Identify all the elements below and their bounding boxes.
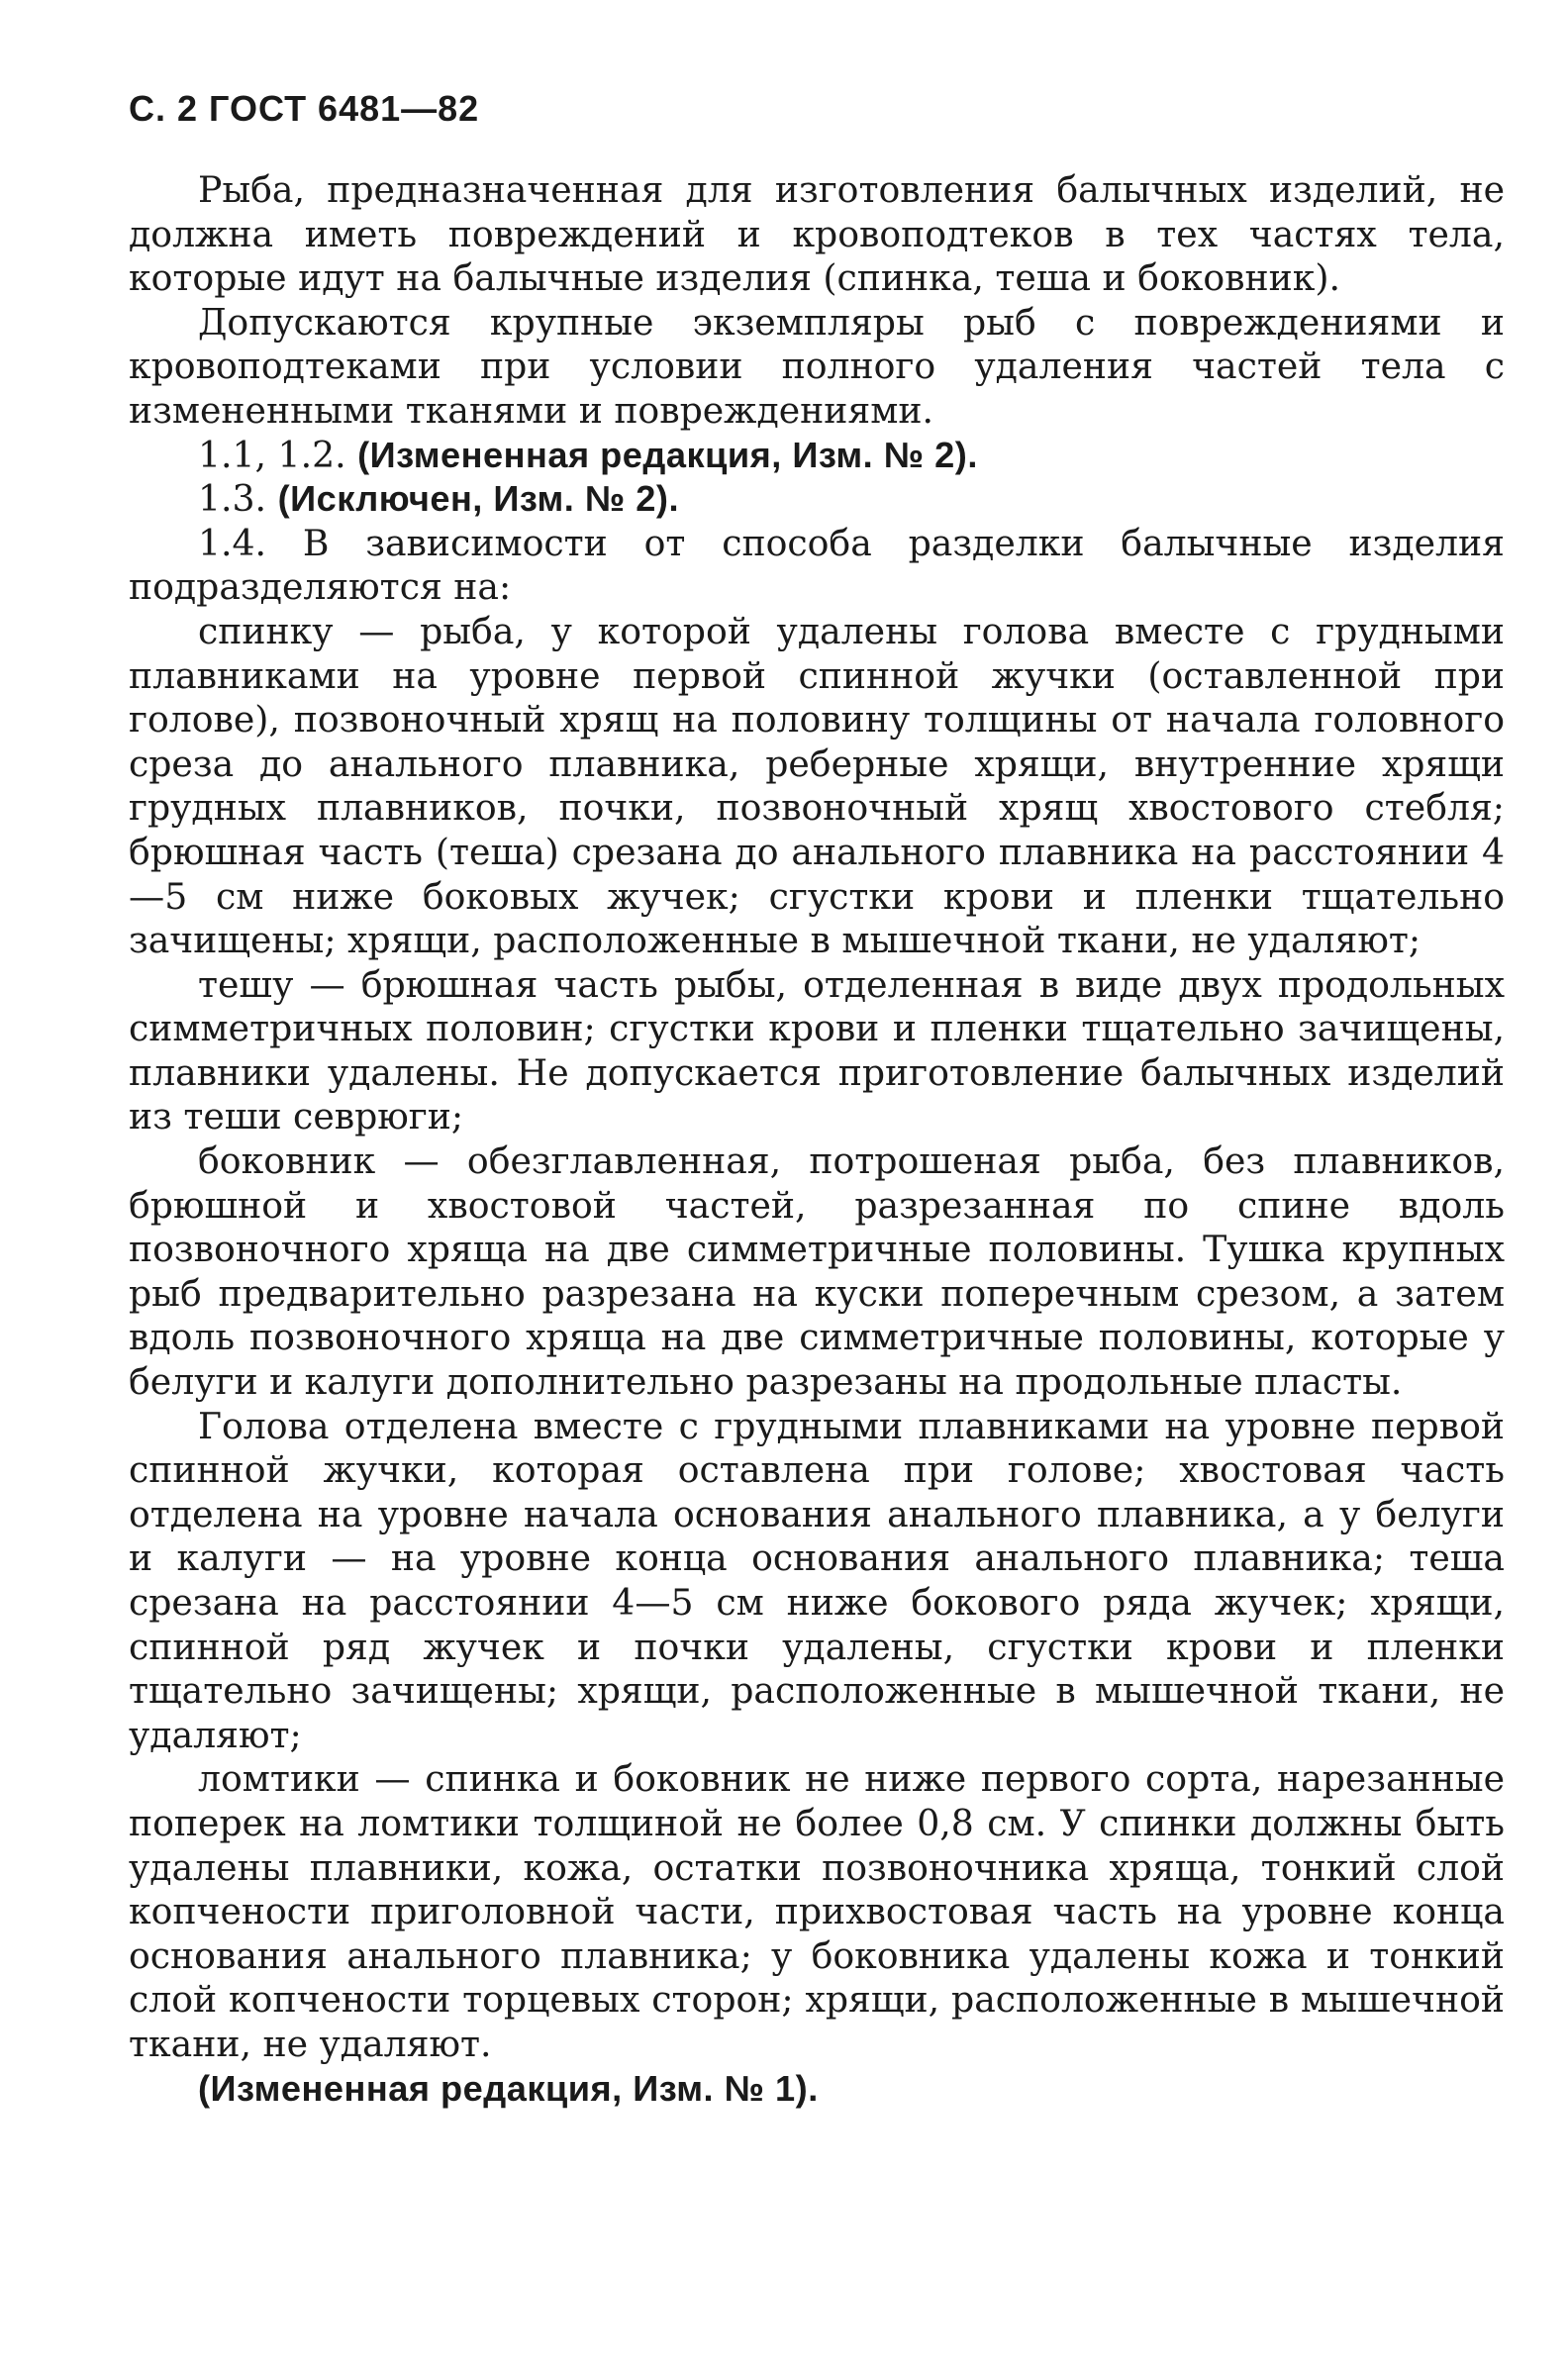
paragraph-amendment-1 [129, 2067, 1505, 2112]
amendment-note: (Измененная редакция, Изм. № 2). [357, 434, 978, 475]
paragraph-large-specimens: Допускаются крупные экземпляры рыб с повреждениями и кровоподтеками при условии полного удаления частей тела с измененными тканями и повреждениями. [129, 300, 1505, 432]
page-header-label: С. 2 ГОСТ 6481—82 [129, 88, 480, 129]
paragraph-head-removal: Голова отделена вместе с грудными плавниками на уровне первой спинной жучки, которая оставлена при голове; хвостовая часть отделена на уровне начала основания анального плавника, а у белуги и калуги — на уровне конца основания анального плавника; теша срезана на расстоянии 4—5 см ниже бокового ряда жучек; хрящи, спинной ряд жучек и почки удалены, сгустки крови и пленки тщательно зачищены; хрящи, расположенные в мышечной ткани, не удаляют; [129, 1404, 1505, 1756]
page-header [129, 79, 479, 139]
paragraph-lomtiki: ломтики — спинка и боковник не ниже первого сорта, нарезанные поперек на ломтики толщиной не более 0,8 см. У спинки должны быть удалены плавники, кожа, остатки позвоночника хряща, тонкий слой копчености приголовной части, прихвостовая часть на уровне конца основания анального плавника; у боковника удалены кожа и тонкий слой копчености торцевых сторон; хрящи, расположенные в мышечной ткани, не удаляют. [129, 1757, 1505, 2065]
document-body [129, 168, 1505, 2111]
paragraph-excluded-1-3 [129, 477, 1505, 522]
clause-number: 1.3. [198, 477, 278, 521]
clause-number: 1.1, 1.2. [198, 433, 358, 476]
excluded-note: (Исключен, Изм. № 2). [277, 478, 680, 520]
amendment-note: (Измененная редакция, Изм. № 1). [198, 2067, 819, 2109]
paragraph-bokovnik: боковник — обезглавленная, потрошеная рыба, без плавников, брюшной и хвостовой частей, разрезанная по спине вдоль позвоночного хряща на две симметричные половины. Тушка крупных рыб предварительно разрезана на куски поперечным срезом, а затем вдоль позвоночного хряща на две симметричные половины, которые у белуги и калуги дополнительно разрезаны на продольные пласты. [129, 1139, 1505, 1404]
paragraph-amendment-1-1-1-2 [129, 434, 1505, 478]
paragraph-tesha: тешу — брюшная часть рыбы, отделенная в виде двух продольных симметричных половин; сгустки крови и пленки тщательно зачищены, плавники удалены. Не допускается приготовление балычных изделий из теши севрюги; [129, 962, 1505, 1138]
paragraph-cutting-methods: 1.4. В зависимости от способа разделки балычные изделия подразделяются на: [129, 521, 1505, 609]
paragraph-spinka: спинку — рыба, у которой удалены голова вместе с грудными плавниками на уровне первой спинной жучки (оставленной при голове), позвоночный хрящ на половину толщины от начала головного среза до анального плавника, реберные хрящи, внутренние хрящи грудных плавников, почки, позвоночный хрящ хвостового стебля; брюшная часть (теша) срезана до анального плавника на расстоянии 4—5 см ниже боковых жучек; сгустки крови и пленки тщательно зачищены; хрящи, расположенные в мышечной ткани, не удаляют; [129, 609, 1505, 962]
paragraph-damage-requirements: Рыба, предназначенная для изготовления балычных изделий, не должна иметь повреждений и кровоподтеков в тех частях тела, которые идут на балычные изделия (спинка, теша и боковник). [129, 168, 1505, 300]
